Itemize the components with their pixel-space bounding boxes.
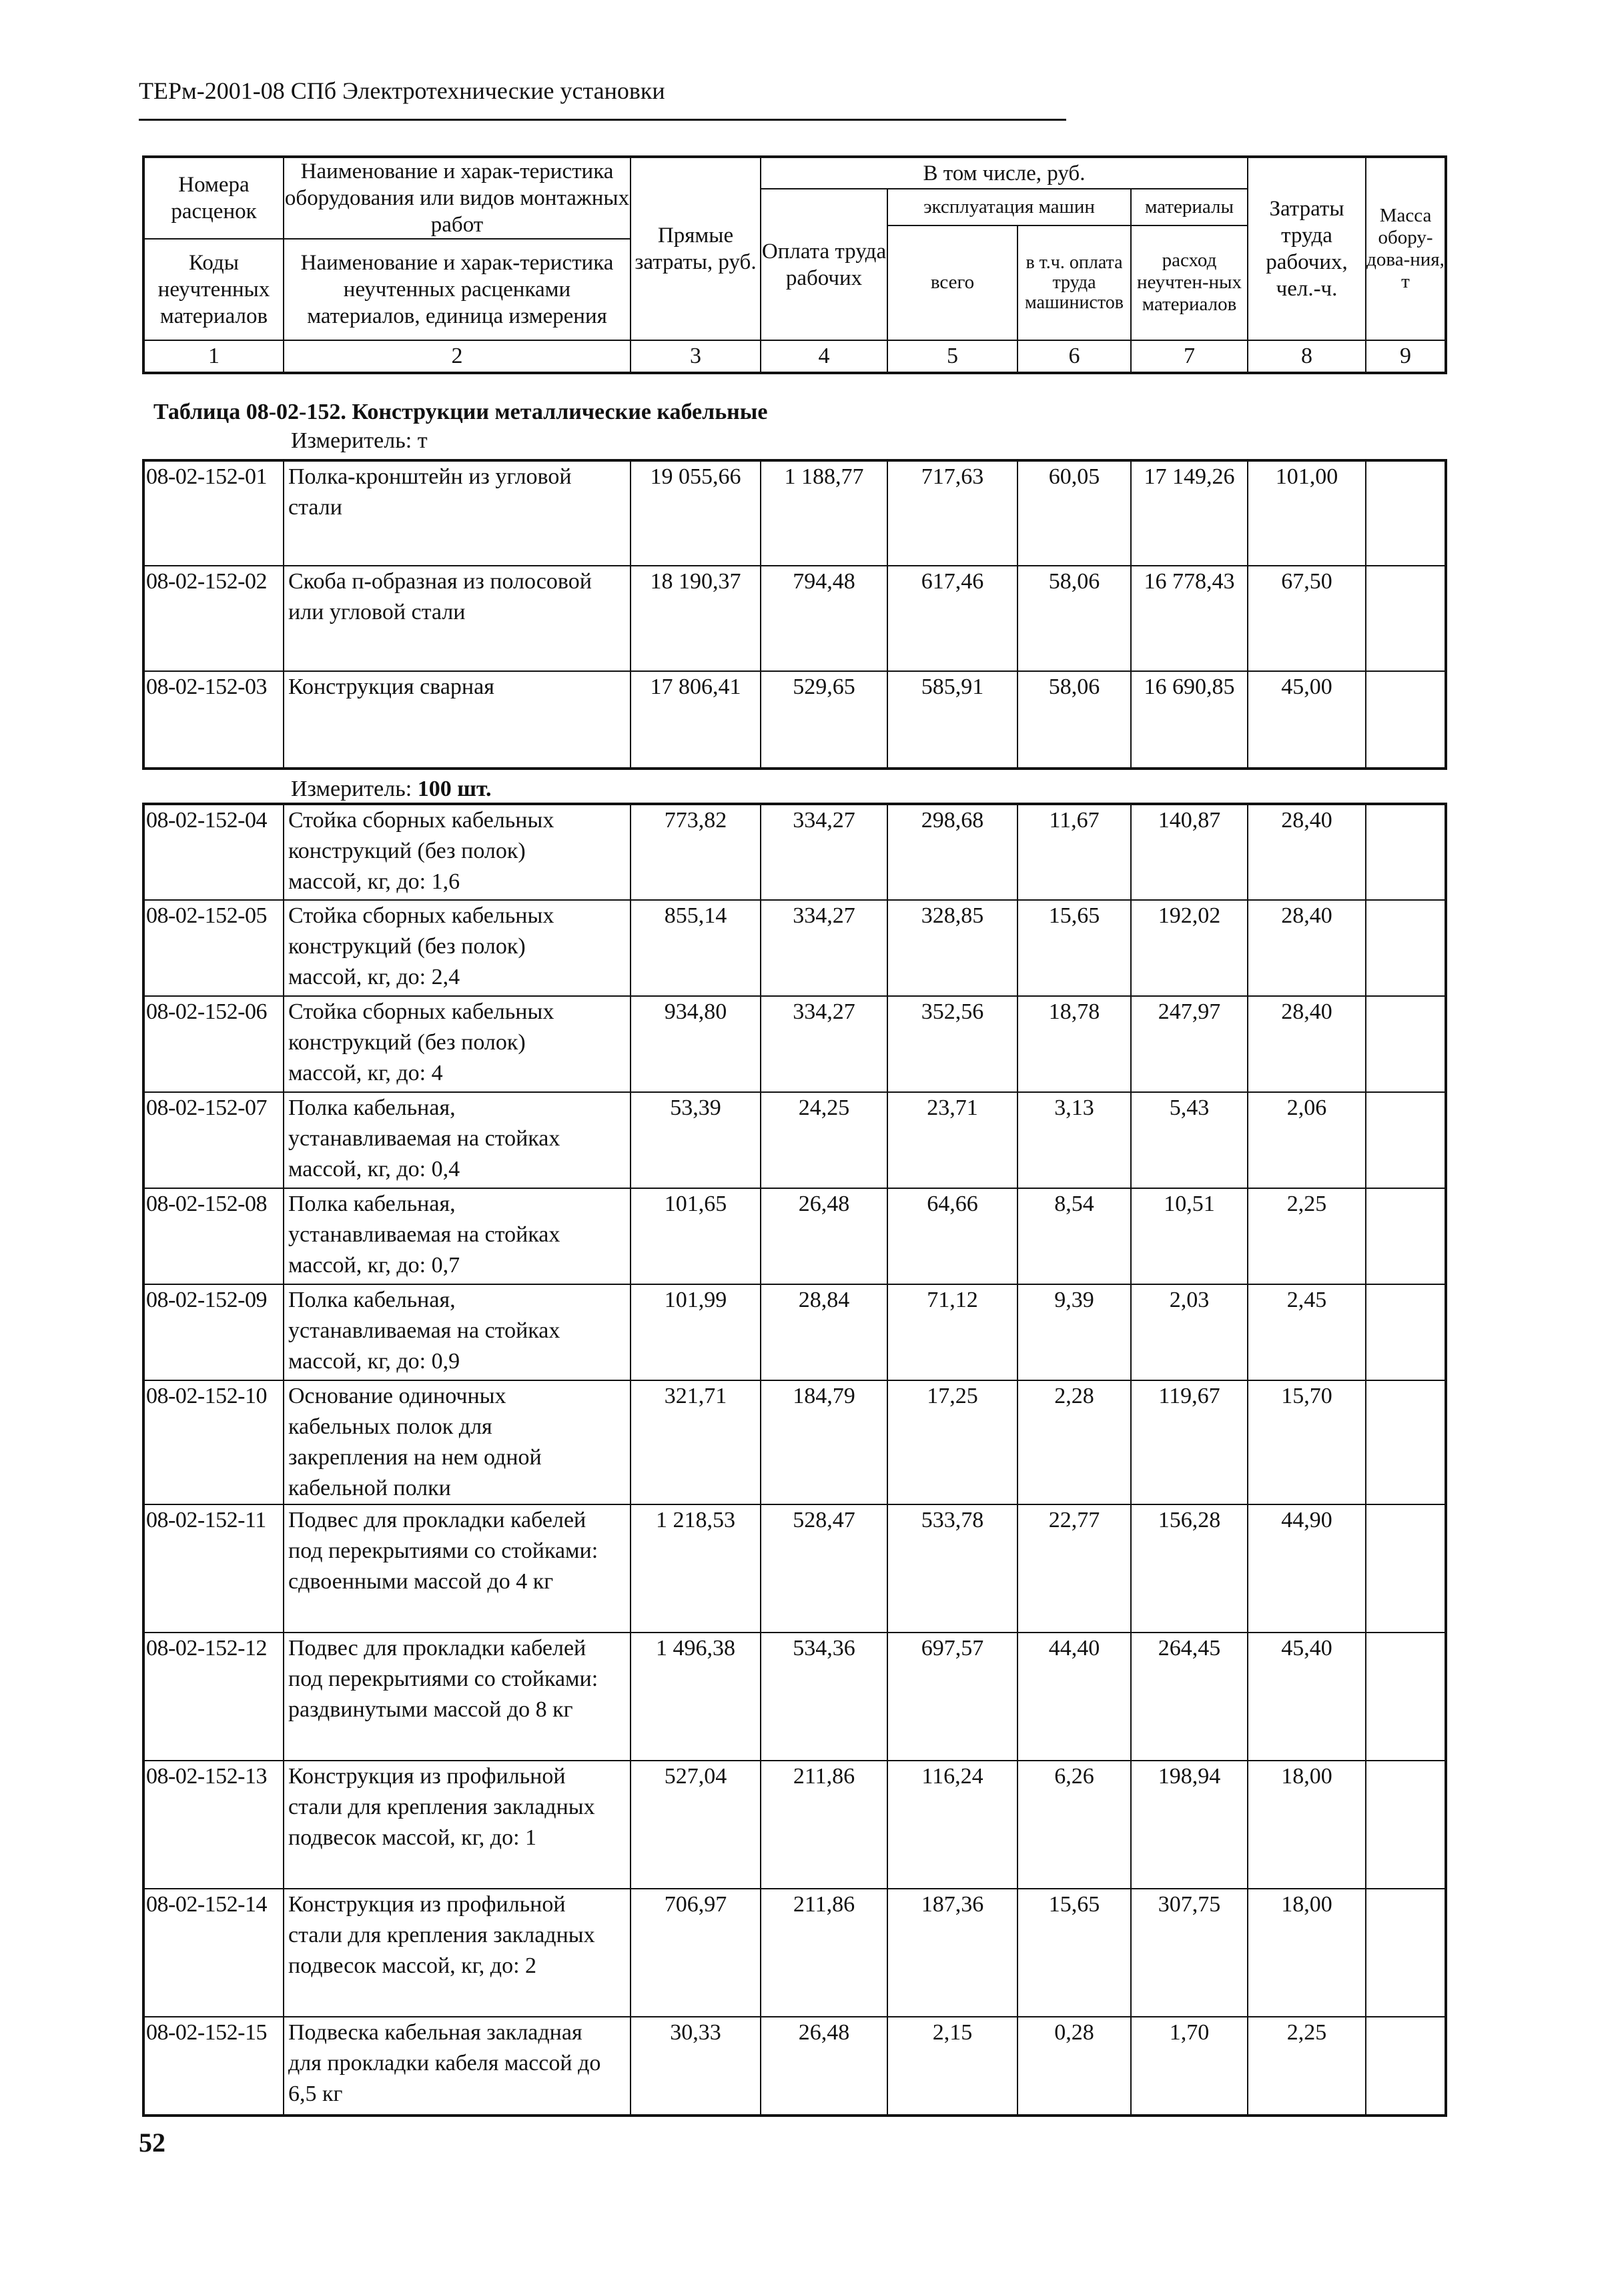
machinists-pay-cell: 3,13 bbox=[1018, 1092, 1131, 1188]
table-row bbox=[143, 1761, 1446, 1889]
header-col3: Прямые затраты, руб. bbox=[631, 157, 761, 340]
direct-cost-cell: 773,82 bbox=[631, 804, 761, 900]
work-name-cell bbox=[284, 1188, 631, 1284]
equipment-mass-cell bbox=[1366, 1889, 1446, 2017]
labor-pay-cell: 794,48 bbox=[761, 566, 887, 671]
machinists-pay-cell: 2,28 bbox=[1018, 1380, 1131, 1504]
labor-pay-cell: 534,36 bbox=[761, 1633, 887, 1761]
machinists-pay-cell: 15,65 bbox=[1018, 1889, 1131, 2017]
labor-hours-cell: 101,00 bbox=[1248, 460, 1366, 566]
header-col9: Масса обору-дова-ния, т bbox=[1366, 157, 1446, 340]
direct-cost-cell: 101,99 bbox=[631, 1284, 761, 1380]
header-materials-group: материалы bbox=[1131, 189, 1248, 225]
rate-code-cell: 08-02-152-15 bbox=[143, 2017, 284, 2116]
machines-total-cell: 298,68 bbox=[887, 804, 1018, 900]
rate-code-cell: 08-02-152-13 bbox=[143, 1761, 284, 1889]
labor-pay-cell: 529,65 bbox=[761, 671, 887, 769]
materials-cell: 119,67 bbox=[1131, 1380, 1248, 1504]
header-col2-bottom: Наименование и харак-теристика неучтенных расценками материалов, единица измерения bbox=[284, 239, 631, 340]
work-name-cell bbox=[284, 1504, 631, 1633]
labor-hours-cell: 44,90 bbox=[1248, 1504, 1366, 1633]
work-name-line: кабельной полки bbox=[288, 1476, 451, 1500]
equipment-mass-cell bbox=[1366, 566, 1446, 671]
materials-cell: 307,75 bbox=[1131, 1889, 1248, 2017]
work-name-line: массой, кг, до: 0,9 bbox=[288, 1349, 460, 1374]
equipment-mass-cell bbox=[1366, 1092, 1446, 1188]
work-name-line: массой, кг, до: 1,6 bbox=[288, 869, 460, 894]
machines-total-cell: 352,56 bbox=[887, 996, 1018, 1092]
table-row bbox=[143, 1092, 1446, 1188]
work-name-line: конструкций (без полок) bbox=[288, 1030, 526, 1055]
machines-total-cell: 23,71 bbox=[887, 1092, 1018, 1188]
table-caption: Таблица 08-02-152. Конструкции металлические кабельные bbox=[153, 400, 768, 424]
table-row bbox=[143, 804, 1446, 900]
column-number: 8 bbox=[1248, 340, 1366, 373]
machines-total-cell: 2,15 bbox=[887, 2017, 1018, 2116]
work-name-line: стали bbox=[288, 495, 342, 520]
work-name-line: Стойка сборных кабельных bbox=[288, 808, 554, 833]
labor-pay-cell: 334,27 bbox=[761, 804, 887, 900]
direct-cost-cell: 53,39 bbox=[631, 1092, 761, 1188]
table-row bbox=[143, 2017, 1446, 2116]
header-rule bbox=[139, 119, 1066, 121]
materials-cell: 17 149,26 bbox=[1131, 460, 1248, 566]
rate-code-cell: 08-02-152-06 bbox=[143, 996, 284, 1092]
work-name-line: устанавливаемая на стойках bbox=[288, 1222, 560, 1247]
header-col8: Затраты труда рабочих, чел.-ч. bbox=[1248, 157, 1366, 340]
equipment-mass-cell bbox=[1366, 1284, 1446, 1380]
work-name-line: или угловой стали bbox=[288, 600, 466, 624]
labor-pay-cell: 528,47 bbox=[761, 1504, 887, 1633]
materials-cell: 16 778,43 bbox=[1131, 566, 1248, 671]
labor-pay-cell: 24,25 bbox=[761, 1092, 887, 1188]
materials-cell: 5,43 bbox=[1131, 1092, 1248, 1188]
column-number: 9 bbox=[1366, 340, 1446, 373]
work-name-line: Конструкция сварная bbox=[288, 674, 494, 699]
header-col1-top: Номера расценок bbox=[143, 157, 284, 239]
work-name-line: массой, кг, до: 0,7 bbox=[288, 1253, 460, 1278]
machinists-pay-cell: 58,06 bbox=[1018, 671, 1131, 769]
unit-label-text: Измеритель: bbox=[291, 777, 412, 801]
labor-pay-cell: 26,48 bbox=[761, 2017, 887, 2116]
work-name-cell bbox=[284, 460, 631, 566]
equipment-mass-cell bbox=[1366, 2017, 1446, 2116]
rate-code-cell: 08-02-152-09 bbox=[143, 1284, 284, 1380]
work-name-line: Основание одиночных bbox=[288, 1384, 506, 1408]
machines-total-cell: 533,78 bbox=[887, 1504, 1018, 1633]
work-name-line: раздвинутыми массой до 8 кг bbox=[288, 1697, 573, 1722]
header-col2-top: Наименование и харак-теристика оборудования или видов монтажных работ bbox=[284, 157, 631, 239]
work-name-line: Подвеска кабельная закладная bbox=[288, 2020, 582, 2045]
materials-cell: 16 690,85 bbox=[1131, 671, 1248, 769]
labor-hours-cell: 15,70 bbox=[1248, 1380, 1366, 1504]
equipment-mass-cell bbox=[1366, 1380, 1446, 1504]
work-name-line: кабельных полок для bbox=[288, 1414, 492, 1439]
direct-cost-cell: 19 055,66 bbox=[631, 460, 761, 566]
materials-cell: 192,02 bbox=[1131, 900, 1248, 996]
work-name-cell bbox=[284, 1761, 631, 1889]
machinists-pay-cell: 11,67 bbox=[1018, 804, 1131, 900]
direct-cost-cell: 934,80 bbox=[631, 996, 761, 1092]
labor-hours-cell: 28,40 bbox=[1248, 804, 1366, 900]
work-name-line: Полка кабельная, bbox=[288, 1192, 456, 1216]
data-table-group-1 bbox=[142, 459, 1447, 770]
machines-total-cell: 328,85 bbox=[887, 900, 1018, 996]
materials-cell: 10,51 bbox=[1131, 1188, 1248, 1284]
labor-pay-cell: 184,79 bbox=[761, 1380, 887, 1504]
column-number: 1 bbox=[143, 340, 284, 373]
unit-label-1 bbox=[291, 427, 428, 455]
materials-cell: 264,45 bbox=[1131, 1633, 1248, 1761]
machines-total-cell: 585,91 bbox=[887, 671, 1018, 769]
rate-code-cell: 08-02-152-01 bbox=[143, 460, 284, 566]
work-name-line: Подвес для прокладки кабелей bbox=[288, 1636, 586, 1661]
machines-total-cell: 187,36 bbox=[887, 1889, 1018, 2017]
table-row bbox=[143, 1889, 1446, 2017]
work-name-line: Стойка сборных кабельных bbox=[288, 903, 554, 928]
rate-code-cell: 08-02-152-05 bbox=[143, 900, 284, 996]
column-number: 7 bbox=[1131, 340, 1248, 373]
work-name-line: для прокладки кабеля массой до bbox=[288, 2051, 601, 2076]
page-number: 52 bbox=[139, 2128, 165, 2158]
machines-total-cell: 116,24 bbox=[887, 1761, 1018, 1889]
materials-cell: 1,70 bbox=[1131, 2017, 1248, 2116]
running-header: ТЕРм-2001-08 СПб Электротехнические установки bbox=[139, 77, 665, 104]
unit-value: 100 шт. bbox=[417, 777, 492, 801]
work-name-cell bbox=[284, 2017, 631, 2116]
work-name-cell bbox=[284, 900, 631, 996]
header-col5: всего bbox=[887, 225, 1018, 341]
work-name-line: массой, кг, до: 0,4 bbox=[288, 1157, 460, 1182]
work-name-line: массой, кг, до: 4 bbox=[288, 1061, 443, 1085]
materials-cell: 247,97 bbox=[1131, 996, 1248, 1092]
work-name-cell bbox=[284, 566, 631, 671]
direct-cost-cell: 1 218,53 bbox=[631, 1504, 761, 1633]
work-name-line: под перекрытиями со стойками: bbox=[288, 1538, 598, 1563]
table-row bbox=[143, 996, 1446, 1092]
table-header bbox=[142, 155, 1447, 374]
labor-hours-cell: 2,45 bbox=[1248, 1284, 1366, 1380]
table-row bbox=[143, 460, 1446, 566]
work-name-line: Конструкция из профильной bbox=[288, 1892, 566, 1917]
header-col1-bottom: Коды неучтенных материалов bbox=[143, 239, 284, 340]
rate-code-cell: 08-02-152-14 bbox=[143, 1889, 284, 2017]
column-number: 6 bbox=[1018, 340, 1131, 373]
labor-pay-cell: 211,86 bbox=[761, 1889, 887, 2017]
equipment-mass-cell bbox=[1366, 1188, 1446, 1284]
work-name-line: Полка кабельная, bbox=[288, 1288, 456, 1312]
materials-cell: 156,28 bbox=[1131, 1504, 1248, 1633]
work-name-cell bbox=[284, 1380, 631, 1504]
machines-total-cell: 71,12 bbox=[887, 1284, 1018, 1380]
direct-cost-cell: 1 496,38 bbox=[631, 1633, 761, 1761]
equipment-mass-cell bbox=[1366, 671, 1446, 769]
work-name-line: под перекрытиями со стойками: bbox=[288, 1667, 598, 1691]
machinists-pay-cell: 22,77 bbox=[1018, 1504, 1131, 1633]
rate-code-cell: 08-02-152-08 bbox=[143, 1188, 284, 1284]
labor-hours-cell: 2,25 bbox=[1248, 2017, 1366, 2116]
data-table-group-2 bbox=[142, 803, 1447, 2117]
machinists-pay-cell: 60,05 bbox=[1018, 460, 1131, 566]
work-name-cell bbox=[284, 1889, 631, 2017]
equipment-mass-cell bbox=[1366, 996, 1446, 1092]
work-name-line: Скоба п-образная из полосовой bbox=[288, 569, 592, 594]
work-name-line: Конструкция из профильной bbox=[288, 1764, 566, 1789]
direct-cost-cell: 101,65 bbox=[631, 1188, 761, 1284]
work-name-line: закрепления на нем одной bbox=[288, 1445, 542, 1470]
direct-cost-cell: 30,33 bbox=[631, 2017, 761, 2116]
work-name-cell bbox=[284, 671, 631, 769]
machines-total-cell: 64,66 bbox=[887, 1188, 1018, 1284]
unit-label-2 bbox=[291, 775, 492, 803]
machinists-pay-cell: 8,54 bbox=[1018, 1188, 1131, 1284]
labor-pay-cell: 26,48 bbox=[761, 1188, 887, 1284]
labor-hours-cell: 2,25 bbox=[1248, 1188, 1366, 1284]
equipment-mass-cell bbox=[1366, 460, 1446, 566]
table-row bbox=[143, 566, 1446, 671]
machines-total-cell: 617,46 bbox=[887, 566, 1018, 671]
labor-hours-cell: 2,06 bbox=[1248, 1092, 1366, 1188]
materials-cell: 2,03 bbox=[1131, 1284, 1248, 1380]
direct-cost-cell: 17 806,41 bbox=[631, 671, 761, 769]
machines-total-cell: 717,63 bbox=[887, 460, 1018, 566]
unit-value: т bbox=[417, 428, 428, 453]
column-number: 2 bbox=[284, 340, 631, 373]
rate-code-cell: 08-02-152-04 bbox=[143, 804, 284, 900]
labor-hours-cell: 18,00 bbox=[1248, 1761, 1366, 1889]
labor-hours-cell: 28,40 bbox=[1248, 900, 1366, 996]
work-name-line: Подвес для прокладки кабелей bbox=[288, 1508, 586, 1532]
direct-cost-cell: 706,97 bbox=[631, 1889, 761, 2017]
work-name-cell bbox=[284, 1284, 631, 1380]
machinists-pay-cell: 44,40 bbox=[1018, 1633, 1131, 1761]
table-row bbox=[143, 671, 1446, 769]
machinists-pay-cell: 0,28 bbox=[1018, 2017, 1131, 2116]
machines-total-cell: 17,25 bbox=[887, 1380, 1018, 1504]
direct-cost-cell: 321,71 bbox=[631, 1380, 761, 1504]
labor-hours-cell: 28,40 bbox=[1248, 996, 1366, 1092]
work-name-line: Полка кабельная, bbox=[288, 1095, 456, 1120]
work-name-line: конструкций (без полок) bbox=[288, 934, 526, 959]
table-row bbox=[143, 1633, 1446, 1761]
header-col7: расход неучтен-ных материалов bbox=[1131, 225, 1248, 341]
header-col6: в т.ч. оплата труда машинистов bbox=[1018, 225, 1131, 341]
rate-code-cell: 08-02-152-07 bbox=[143, 1092, 284, 1188]
equipment-mass-cell bbox=[1366, 804, 1446, 900]
equipment-mass-cell bbox=[1366, 1504, 1446, 1633]
machinists-pay-cell: 18,78 bbox=[1018, 996, 1131, 1092]
table-row bbox=[143, 1504, 1446, 1633]
machinists-pay-cell: 6,26 bbox=[1018, 1761, 1131, 1889]
labor-pay-cell: 1 188,77 bbox=[761, 460, 887, 566]
rate-code-cell: 08-02-152-12 bbox=[143, 1633, 284, 1761]
header-including-group: В том числе, руб. bbox=[761, 157, 1248, 189]
machines-total-cell: 697,57 bbox=[887, 1633, 1018, 1761]
materials-cell: 198,94 bbox=[1131, 1761, 1248, 1889]
materials-cell: 140,87 bbox=[1131, 804, 1248, 900]
work-name-cell bbox=[284, 1092, 631, 1188]
direct-cost-cell: 527,04 bbox=[631, 1761, 761, 1889]
work-name-line: массой, кг, до: 2,4 bbox=[288, 965, 460, 989]
work-name-line: Стойка сборных кабельных bbox=[288, 999, 554, 1024]
work-name-line: 6,5 кг bbox=[288, 2082, 343, 2106]
labor-pay-cell: 334,27 bbox=[761, 996, 887, 1092]
work-name-line: устанавливаемая на стойках bbox=[288, 1126, 560, 1151]
labor-hours-cell: 18,00 bbox=[1248, 1889, 1366, 2017]
machinists-pay-cell: 58,06 bbox=[1018, 566, 1131, 671]
work-name-line: стали для крепления закладных bbox=[288, 1795, 595, 1819]
machinists-pay-cell: 9,39 bbox=[1018, 1284, 1131, 1380]
work-name-line: сдвоенными массой до 4 кг bbox=[288, 1569, 554, 1594]
equipment-mass-cell bbox=[1366, 1761, 1446, 1889]
rate-code-cell: 08-02-152-03 bbox=[143, 671, 284, 769]
work-name-line: подвесок массой, кг, до: 2 bbox=[288, 1953, 537, 1978]
work-name-cell bbox=[284, 804, 631, 900]
labor-pay-cell: 28,84 bbox=[761, 1284, 887, 1380]
labor-hours-cell: 67,50 bbox=[1248, 566, 1366, 671]
rate-code-cell: 08-02-152-11 bbox=[143, 1504, 284, 1633]
header-machines-group: эксплуатация машин bbox=[887, 189, 1131, 225]
machinists-pay-cell: 15,65 bbox=[1018, 900, 1131, 996]
equipment-mass-cell bbox=[1366, 900, 1446, 996]
direct-cost-cell: 855,14 bbox=[631, 900, 761, 996]
work-name-line: Полка-кронштейн из угловой bbox=[288, 464, 572, 489]
labor-pay-cell: 211,86 bbox=[761, 1761, 887, 1889]
labor-pay-cell: 334,27 bbox=[761, 900, 887, 996]
table-row bbox=[143, 1188, 1446, 1284]
unit-label-text: Измеритель: bbox=[291, 428, 412, 453]
table-row bbox=[143, 1380, 1446, 1504]
work-name-line: конструкций (без полок) bbox=[288, 839, 526, 863]
work-name-cell bbox=[284, 996, 631, 1092]
table-row bbox=[143, 1284, 1446, 1380]
direct-cost-cell: 18 190,37 bbox=[631, 566, 761, 671]
rate-code-cell: 08-02-152-10 bbox=[143, 1380, 284, 1504]
work-name-line: стали для крепления закладных bbox=[288, 1923, 595, 1947]
rate-code-cell: 08-02-152-02 bbox=[143, 566, 284, 671]
column-number: 4 bbox=[761, 340, 887, 373]
equipment-mass-cell bbox=[1366, 1633, 1446, 1761]
table-row bbox=[143, 900, 1446, 996]
labor-hours-cell: 45,40 bbox=[1248, 1633, 1366, 1761]
header-col4: Оплата труда рабочих bbox=[761, 189, 887, 340]
work-name-line: устанавливаемая на стойках bbox=[288, 1318, 560, 1343]
column-number: 5 bbox=[887, 340, 1018, 373]
labor-hours-cell: 45,00 bbox=[1248, 671, 1366, 769]
column-number: 3 bbox=[631, 340, 761, 373]
work-name-cell bbox=[284, 1633, 631, 1761]
work-name-line: подвесок массой, кг, до: 1 bbox=[288, 1825, 537, 1850]
